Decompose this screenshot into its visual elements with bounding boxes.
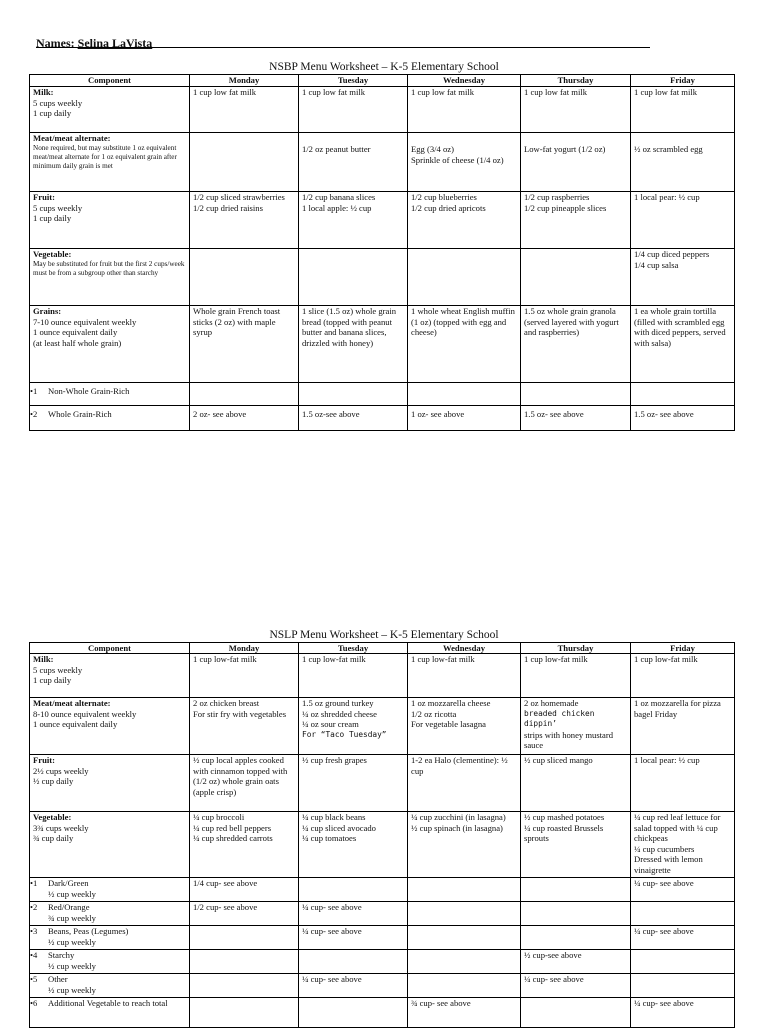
component-cell [30, 192, 190, 249]
day-cell: 1 local pear: ½ cup [631, 192, 735, 249]
day-cell [408, 926, 521, 950]
nsbp-table [29, 74, 735, 431]
day-cell: ¼ cup- see above [631, 998, 735, 1028]
day-cell [299, 878, 408, 902]
day-cell: 1 cup low fat milk [299, 87, 408, 133]
day-cell: 1 cup low-fat milk [631, 654, 735, 698]
nsbp-row-grains [30, 306, 735, 383]
day-cell: ½ cup local apples cooked with cinnamon topped with (1/2 oz) whole grain oats (apple crisp) [190, 755, 299, 812]
day-cell [408, 974, 521, 998]
component-cell [30, 87, 190, 133]
day-cell [521, 878, 631, 902]
nsbp-row-fruit [30, 192, 735, 249]
nslp-table [29, 642, 735, 1028]
header-monday: Monday [190, 643, 299, 654]
day-cell: 2 oz- see above [190, 406, 299, 431]
day-cell: 1 cup low fat milk [631, 87, 735, 133]
day-cell [521, 383, 631, 406]
nslp-subrow-additional [30, 998, 735, 1028]
header-thursday: Thursday [521, 75, 631, 87]
day-cell [631, 974, 735, 998]
day-cell: ¼ cup- see above [299, 974, 408, 998]
day-text: strips with honey mustard sauce [524, 729, 614, 751]
day-cell [521, 698, 631, 755]
nslp-subrow-dark-green [30, 878, 735, 902]
subcomponent-label: Starchy ½ cup weekly [48, 950, 96, 971]
day-cell [299, 698, 408, 755]
bullet-marker: •3 [30, 926, 38, 936]
header-component: Component [30, 643, 190, 654]
day-cell [190, 249, 299, 306]
day-cell: Egg (3/4 oz) Sprinkle of cheese (1/4 oz) [408, 133, 521, 192]
component-label: Meat/meat alternate: [33, 698, 111, 708]
nslp-subrow-beans-peas [30, 926, 735, 950]
component-desc: 5 cups weekly 1 cup daily [33, 97, 83, 119]
day-cell: ¼ cup red leaf lettuce for salad topped with ¼ cup chickpeas ¼ cup cucumbers Dressed with lemon vinaigrette [631, 812, 735, 878]
nsbp-title: NSBP Menu Worksheet – K-5 Elementary School [269, 61, 499, 73]
names-underline [36, 47, 650, 48]
day-cell: ½ oz scrambled egg [631, 133, 735, 192]
bullet-marker: •2 [30, 409, 38, 419]
header-friday: Friday [631, 75, 735, 87]
component-label: Vegetable: [33, 249, 72, 259]
nsbp-header-row [30, 75, 735, 87]
names-label: Names: [36, 36, 75, 50]
day-cell: 1 cup low fat milk [190, 87, 299, 133]
day-cell: ¼ cup- see above [631, 926, 735, 950]
nsbp-subrow-whole-grain [30, 406, 735, 431]
day-cell [408, 902, 521, 926]
day-cell: 1 oz mozzarella cheese 1/2 oz ricotta For vegetable lasagna [408, 698, 521, 755]
component-cell [30, 306, 190, 383]
day-cell: 1.5 oz- see above [521, 406, 631, 431]
day-cell [190, 998, 299, 1028]
day-cell [190, 950, 299, 974]
day-cell [521, 902, 631, 926]
bullet-marker: •5 [30, 974, 38, 984]
day-cell: 1.5 oz- see above [631, 406, 735, 431]
day-cell: 1 cup low-fat milk [408, 654, 521, 698]
component-cell [30, 812, 190, 878]
day-text-handwritten: For “Taco Tuesday” [302, 729, 387, 739]
subcomponent-label: Red/Orange ¾ cup weekly [48, 902, 96, 923]
header-component: Component [30, 75, 190, 87]
day-cell [521, 998, 631, 1028]
component-cell [30, 755, 190, 812]
day-cell: 1.5 oz whole grain granola (served layered with yogurt and raspberries) [521, 306, 631, 383]
component-desc: 5 cups weekly 1 cup daily [33, 664, 83, 686]
day-cell: 1 cup low fat milk [408, 87, 521, 133]
day-cell [299, 998, 408, 1028]
component-label: Milk: [33, 87, 54, 97]
nsbp-row-meat [30, 133, 735, 192]
day-cell: 1 slice (1.5 oz) whole grain bread (topped with peanut butter and banana slices, drizzled with honey) [299, 306, 408, 383]
bullet-marker: •1 [30, 386, 38, 396]
day-cell: 1/2 cup blueberries 1/2 cup dried apricots [408, 192, 521, 249]
day-cell [190, 974, 299, 998]
day-cell [190, 383, 299, 406]
component-label: Vegetable: [33, 812, 72, 822]
subcomponent-label: Additional Vegetable to reach total [48, 998, 168, 1008]
day-cell [631, 383, 735, 406]
nslp-row-fruit [30, 755, 735, 812]
nsbp-row-milk [30, 87, 735, 133]
day-cell [631, 950, 735, 974]
header-monday: Monday [190, 75, 299, 87]
day-cell [408, 383, 521, 406]
day-cell: 1/2 cup banana slices 1 local apple: ½ cup [299, 192, 408, 249]
header-thursday: Thursday [521, 643, 631, 654]
header-friday: Friday [631, 643, 735, 654]
header-wednesday: Wednesday [408, 75, 521, 87]
header-tuesday: Tuesday [299, 643, 408, 654]
nslp-row-milk [30, 654, 735, 698]
subcomponent-cell [30, 383, 190, 406]
subcomponent-label: Whole Grain-Rich [48, 409, 112, 419]
nslp-subrow-red-orange [30, 902, 735, 926]
day-cell: 1/2 cup sliced strawberries 1/2 cup dried raisins [190, 192, 299, 249]
component-desc: 7-10 ounce equivalent weekly 1 ounce equivalent daily (at least half whole grain) [33, 316, 137, 348]
day-cell: 1/2 cup raspberries 1/2 cup pineapple slices [521, 192, 631, 249]
day-cell [299, 383, 408, 406]
bullet-marker: •4 [30, 950, 38, 960]
day-cell: ½ cup fresh grapes [299, 755, 408, 812]
component-desc: 2½ cups weekly ½ cup daily [33, 765, 89, 787]
day-cell: 1 cup low fat milk [521, 87, 631, 133]
nslp-subrow-other [30, 974, 735, 998]
day-cell [521, 249, 631, 306]
component-desc: None required, but may substitute 1 oz equivalent meat/meat alternate for 1 oz equivalent grain after minimum daily grain is met [33, 143, 177, 170]
day-cell: ½ cup sliced mango [521, 755, 631, 812]
day-cell: ¼ cup zucchini (in lasagna) ½ cup spinach (in lasagna) [408, 812, 521, 878]
day-cell: 1/4 cup- see above [190, 878, 299, 902]
nslp-row-meat [30, 698, 735, 755]
subcomponent-label: Other ½ cup weekly [48, 974, 96, 995]
day-cell [408, 249, 521, 306]
day-cell: ¼ cup- see above [631, 878, 735, 902]
component-label: Fruit: [33, 755, 55, 765]
day-cell: 1 cup low-fat milk [521, 654, 631, 698]
day-text-handwritten: breaded chicken dippin’ [524, 708, 595, 729]
day-cell: ¼ cup black beans ¼ cup sliced avocado ¼ cup tomatoes [299, 812, 408, 878]
nslp-subrow-starchy [30, 950, 735, 974]
nslp-header-row [30, 643, 735, 654]
day-cell: 1 ea whole grain tortilla (filled with scrambled egg with diced peppers, served with salsa) [631, 306, 735, 383]
component-desc: 5 cups weekly 1 cup daily [33, 202, 83, 224]
component-cell [30, 249, 190, 306]
day-cell: 1.5 oz-see above [299, 406, 408, 431]
day-cell [190, 926, 299, 950]
day-text: 1.5 oz ground turkey ¼ oz shredded cheese ¼ oz sour cream [302, 698, 377, 730]
nslp-row-vegetable [30, 812, 735, 878]
day-cell: 1 cup low-fat milk [190, 654, 299, 698]
subcomponent-label: Beans, Peas (Legumes) ½ cup weekly [48, 926, 129, 947]
subcomponent-cell [30, 998, 190, 1028]
component-cell [30, 654, 190, 698]
subcomponent-cell [30, 902, 190, 926]
component-cell [30, 698, 190, 755]
component-label: Grains: [33, 306, 62, 316]
day-cell: 1 local pear: ½ cup [631, 755, 735, 812]
subcomponent-cell [30, 950, 190, 974]
day-cell: ½ cup-see above [521, 950, 631, 974]
day-cell [631, 902, 735, 926]
component-cell [30, 133, 190, 192]
header-wednesday: Wednesday [408, 643, 521, 654]
subcomponent-label: Non-Whole Grain-Rich [48, 386, 130, 396]
day-cell: 2 oz chicken breast For stir fry with vegetables [190, 698, 299, 755]
names-line-text [36, 36, 152, 51]
day-cell: ¼ cup broccoli ¼ cup red bell peppers ¼ cup shredded carrots [190, 812, 299, 878]
day-cell: 1-2 ea Halo (clementine): ½ cup [408, 755, 521, 812]
bullet-marker: •2 [30, 902, 38, 912]
day-cell [521, 926, 631, 950]
day-cell [190, 133, 299, 192]
bullet-marker: •6 [30, 998, 38, 1008]
component-desc: 8-10 ounce equivalent weekly 1 ounce equivalent daily [33, 708, 137, 730]
subcomponent-label: Dark/Green ½ cup weekly [48, 878, 96, 899]
day-cell: 1 cup low-fat milk [299, 654, 408, 698]
day-cell [299, 950, 408, 974]
header-tuesday: Tuesday [299, 75, 408, 87]
day-cell: 1/2 oz peanut butter [299, 133, 408, 192]
day-cell: ½ cup mashed potatoes ¼ cup roasted Brussels sprouts [521, 812, 631, 878]
day-cell: ¾ cup- see above [408, 998, 521, 1028]
day-cell: Low-fat yogurt (1/2 oz) [521, 133, 631, 192]
day-cell [408, 878, 521, 902]
day-cell [299, 249, 408, 306]
day-cell: Whole grain French toast sticks (2 oz) with maple syrup [190, 306, 299, 383]
names-value: Selina LaVista [77, 36, 153, 50]
day-cell [408, 950, 521, 974]
subcomponent-cell [30, 878, 190, 902]
day-cell: 1/4 cup diced peppers 1/4 cup salsa [631, 249, 735, 306]
day-cell: 1 oz mozzarella for pizza bagel Friday [631, 698, 735, 755]
day-cell: ¼ cup- see above [299, 926, 408, 950]
subcomponent-cell [30, 926, 190, 950]
day-cell: ¼ cup- see above [521, 974, 631, 998]
component-label: Milk: [33, 654, 54, 664]
component-desc: 3¾ cups weekly ¾ cup daily [33, 822, 89, 844]
subcomponent-cell [30, 974, 190, 998]
component-label: Meat/meat alternate: [33, 133, 111, 143]
day-cell: ¼ cup- see above [299, 902, 408, 926]
day-cell: 1/2 cup- see above [190, 902, 299, 926]
bullet-marker: •1 [30, 878, 38, 888]
day-cell: 1 whole wheat English muffin (1 oz) (topped with egg and cheese) [408, 306, 521, 383]
nsbp-row-vegetable [30, 249, 735, 306]
component-label: Fruit: [33, 192, 55, 202]
day-text: 2 oz homemade [524, 698, 579, 708]
subcomponent-cell [30, 406, 190, 431]
nsbp-subrow-non-whole-grain [30, 383, 735, 406]
day-cell: 1 oz- see above [408, 406, 521, 431]
component-desc: May be substituted for fruit but the first 2 cups/week must be from a subgroup other than starchy [33, 259, 185, 277]
nslp-title: NSLP Menu Worksheet – K-5 Elementary School [269, 629, 499, 641]
